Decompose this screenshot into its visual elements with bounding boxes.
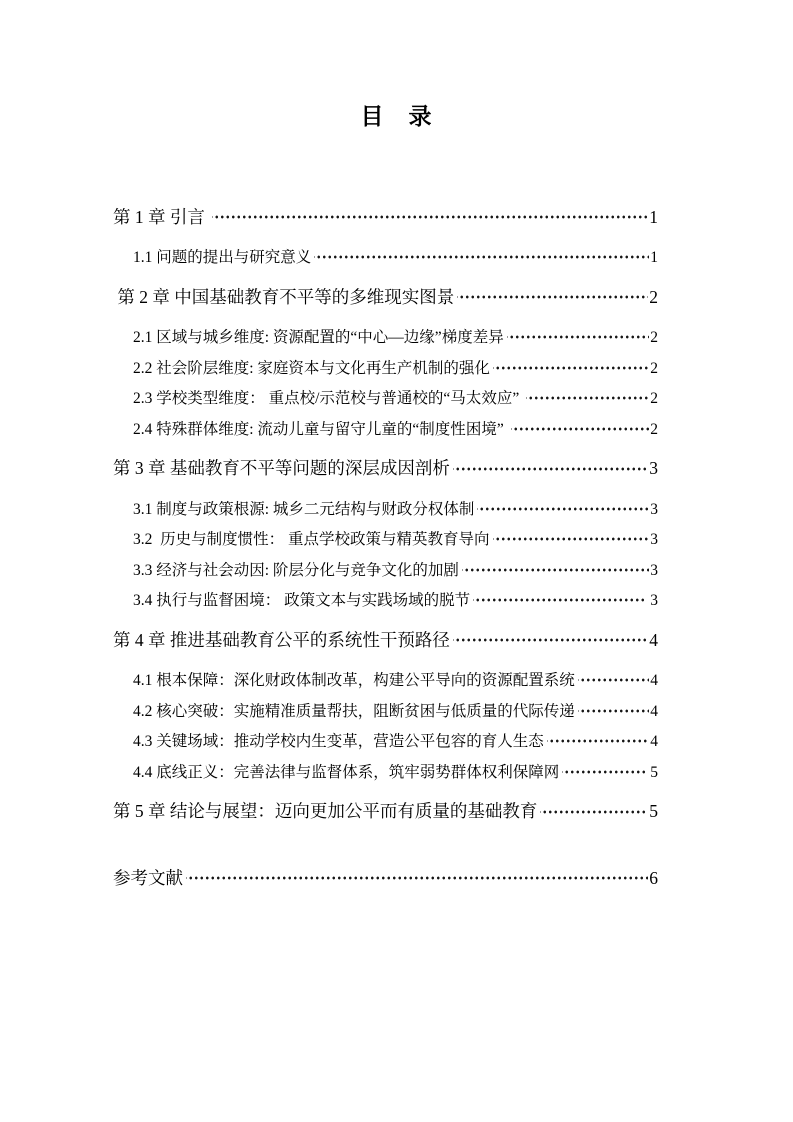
toc-page-number: 2 [650, 420, 658, 438]
toc-entry-label: 3.4 执行与监督困境： 政策文本与实践场域的脱节 [133, 592, 471, 609]
toc-page-number: 2 [650, 390, 658, 407]
toc-entry-label: 第 3 章 基础教育不平等问题的深层成因剖析 [113, 458, 450, 478]
toc-entry-label: 参考文献 [113, 867, 183, 888]
toc-entry-chapter[interactable] [113, 457, 658, 481]
toc-entry-label: 3.3 经济与社会动因: 阶层分化与竞争文化的加剧 [133, 561, 459, 579]
toc-page-number: 3 [650, 531, 658, 548]
toc-page-number: 1 [649, 206, 658, 227]
toc-page-number: 2 [650, 359, 658, 377]
toc-page-number: 5 [646, 763, 658, 781]
toc-leader-dots [493, 529, 650, 545]
toc-entry-sub[interactable] [113, 418, 658, 440]
toc-leader-dots [526, 388, 649, 404]
toc-page-number: 4 [650, 702, 658, 720]
toc-entry-sub[interactable] [113, 700, 658, 722]
toc-page-number: 4 [650, 672, 658, 689]
toc-entry-chapter[interactable] [113, 628, 658, 652]
toc-leader-dots [578, 670, 649, 686]
toc-entry-sub[interactable] [113, 670, 658, 692]
toc-entry-label: 2.3 学校类型维度： 重点校/示范校与普通校的“马太效应” [133, 390, 524, 407]
toc-entry-sub[interactable] [113, 247, 658, 269]
toc-entry-sub[interactable] [113, 731, 658, 753]
toc-entry-label: 2.4 特殊群体维度: 流动儿童与留守儿童的“制度性困境” [133, 420, 508, 438]
toc-entry-sub[interactable] [113, 388, 658, 410]
toc-entry-label: 4.2 核心突破：实施精准质量帮扶，阻断贫困与低质量的代际传递 [133, 702, 575, 720]
toc-entry-label: 第 1 章 引言 [113, 206, 210, 227]
toc-entry-label: 3.2 历史与制度惯性： 重点学校政策与精英教育导向 [133, 531, 490, 548]
toc-entry-sub[interactable] [113, 327, 658, 349]
toc-entry-label: 4.3 关键场域：推动学校内生变革，营造公平包容的育人生态 [133, 733, 544, 750]
toc-entry-label: 1.1 问题的提出与研究意义 [133, 249, 312, 266]
toc-page-number: 3 [650, 500, 658, 518]
toc-leader-dots [477, 498, 649, 514]
toc-page-number: 6 [649, 867, 658, 888]
toc-entry-label: 4.4 底线正义：完善法律与监督体系，筑牢弱势群体权利保障网 [133, 763, 560, 781]
toc-entry-sub[interactable] [113, 529, 658, 551]
toc-entry-label: 4.1 根本保障：深化财政体制改革，构建公平导向的资源配置系统 [133, 672, 575, 689]
toc-leader-dots [507, 327, 650, 343]
toc-page-number: 2 [650, 329, 658, 346]
toc-leader-dots [540, 800, 648, 818]
toc-entry-label: 2.1 区域与城乡维度: 资源配置的“中心—边缘”梯度差异 [133, 329, 504, 346]
toc-leader-dots [212, 205, 648, 223]
toc-entry-label: 第 4 章 推进基础教育公平的系统性干预路径 [113, 629, 450, 650]
toc-page-number: 5 [649, 801, 658, 821]
toc-entry-label: 2.2 社会阶层维度: 家庭资本与文化再生产机制的强化 [133, 359, 490, 377]
toc-leader-dots [562, 761, 645, 777]
toc-entry-label: 第 5 章 结论与展望：迈向更加公平而有质量的基础教育 [113, 801, 538, 821]
toc-entry-chapter[interactable] [113, 800, 658, 824]
toc-leader-dots [453, 628, 648, 646]
toc-entry-label: 第 2 章 中国基础教育不平等的多维现实图景 [113, 286, 455, 307]
toc-entry-sub[interactable] [113, 559, 658, 581]
toc-page-number: 3 [650, 561, 658, 579]
toc-page-number: 2 [649, 286, 658, 307]
toc-entry-sub[interactable] [113, 761, 658, 783]
toc-title: 目 录 [360, 104, 433, 129]
toc-leader-dots [462, 559, 649, 575]
toc-leader-dots [578, 700, 649, 716]
toc-leader-dots [493, 357, 649, 373]
toc-leader-dots [511, 418, 650, 434]
toc-entry-sub[interactable] [113, 357, 658, 379]
toc-leader-dots [186, 866, 648, 884]
toc-entry-chapter[interactable] [113, 285, 658, 309]
toc-entry-refs[interactable] [113, 866, 658, 890]
toc-entry-sub[interactable] [113, 498, 658, 520]
toc-leader-dots [457, 285, 648, 303]
toc-page-number: 1 [650, 249, 658, 266]
toc-page-number: 3 [649, 458, 658, 478]
toc-entry-sub[interactable] [113, 590, 658, 612]
toc-page-number: 4 [649, 629, 658, 650]
toc-entry-chapter[interactable] [113, 205, 658, 229]
toc-page-number: 3 [646, 592, 658, 609]
toc-leader-dots [453, 457, 648, 475]
toc-page-number: 4 [650, 733, 658, 750]
toc-leader-dots [473, 590, 645, 606]
toc-entry-label: 3.1 制度与政策根源: 城乡二元结构与财政分权体制 [133, 500, 475, 518]
toc-leader-dots [314, 247, 649, 263]
toc-list [113, 132, 658, 890]
toc-leader-dots [547, 731, 649, 747]
